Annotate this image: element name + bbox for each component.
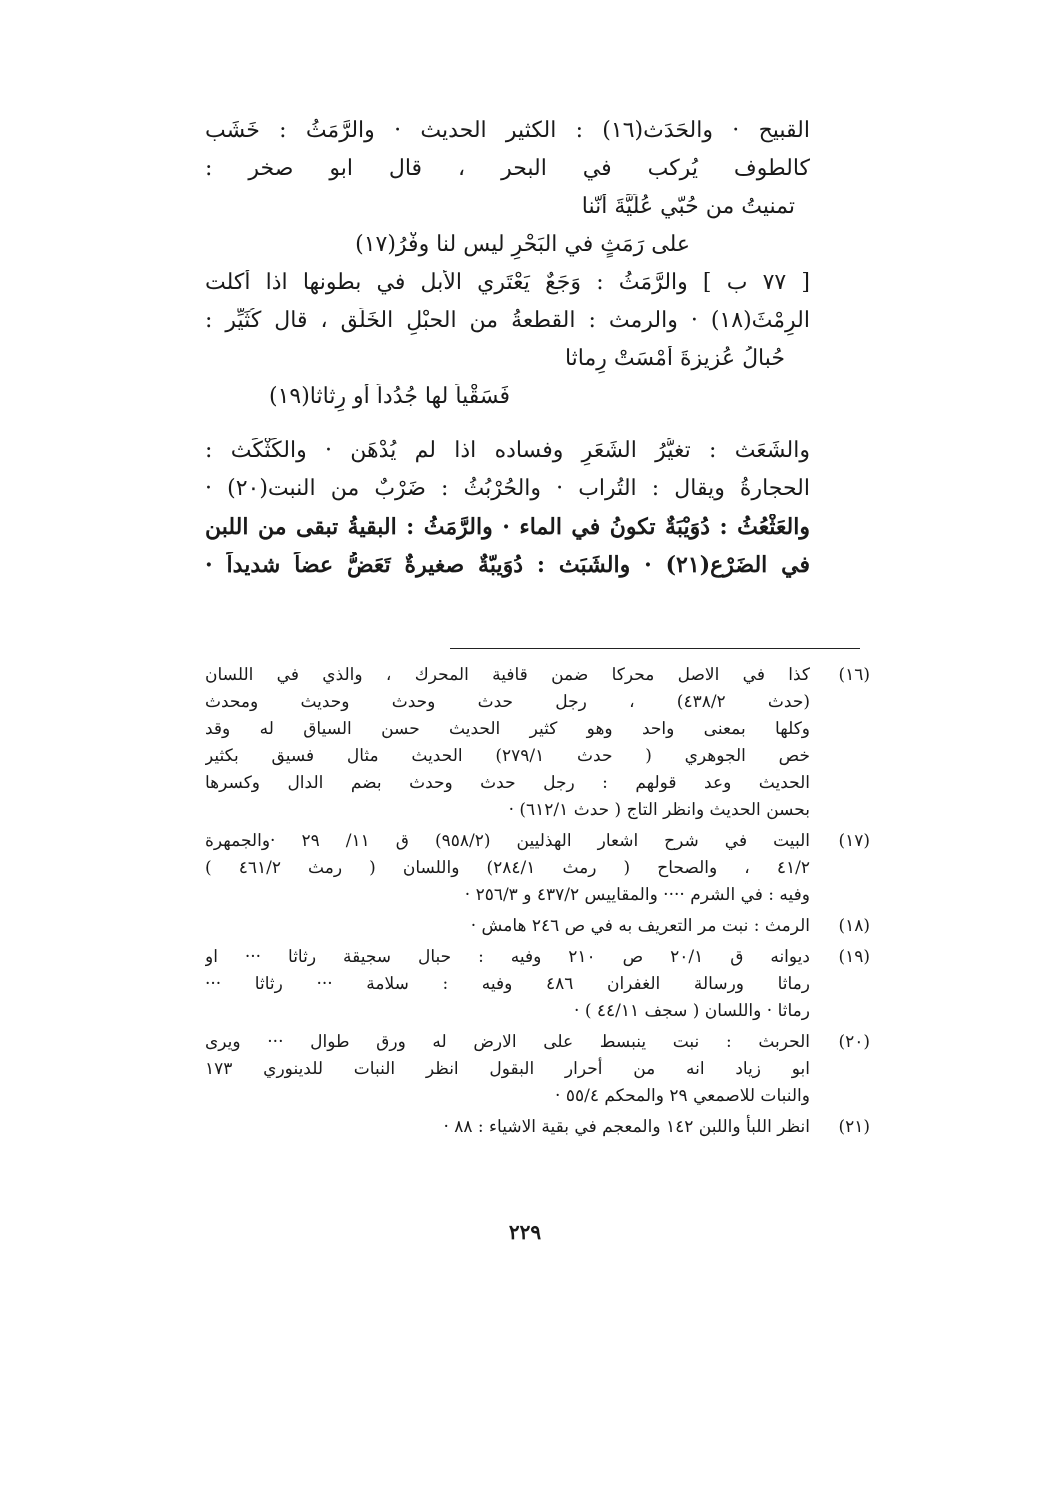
footnote-line: وكلها بمعنى واحد وهو كثير الحديث حسن السياق له وقد bbox=[205, 719, 810, 739]
footnote bbox=[205, 913, 870, 940]
footnote-line: ديوانه ق ٢٠/١ ص ٢١٠ وفيه : حبال سجيقة رثاثا ··· او bbox=[205, 947, 810, 967]
footnote bbox=[205, 1029, 870, 1110]
footnote-line: الحديث وعد قولهم : رجل حدث وحدث بضم الدال وكسرها bbox=[205, 773, 810, 793]
verse-line: على رَمَثٍ في البَحْرِ ليس لنا وفْرُ(١٧) bbox=[355, 232, 690, 257]
verse-line: فَسَقْياً لها جُدُداً أو رِثاثا(١٩) bbox=[268, 384, 510, 409]
footnote-divider bbox=[450, 648, 860, 649]
footnote bbox=[205, 944, 870, 1025]
footnote-line: الرمث : نبت مر التعريف به في ص ٢٤٦ هامش · bbox=[470, 916, 810, 936]
footnotes bbox=[205, 662, 870, 1145]
footnote-line: رماثا · واللسان ( سجف ٤٤/١١ ) · bbox=[574, 1001, 810, 1021]
footnote-number: (١٧) bbox=[838, 831, 870, 851]
footnote-line: ٤١/٢ ، والصحاح ( رمث ٢٨٤/١) واللسان ( رمث ٤٦١/٢ ) bbox=[205, 858, 810, 878]
footnote-number: (٢١) bbox=[838, 1117, 870, 1137]
text-line: والعَثْعُثُ : دُوَيْبَةٌ تكونُ في الماء · والرَّمَثُ : البقيةُ تبقى من اللبن bbox=[205, 514, 810, 540]
footnote-line: كذا في الاصل محركا ضمن قافية المحرك ، والذي في اللسان bbox=[205, 665, 810, 685]
footnote-line: خص الجوهري ( حدث ٢٧٩/١) الحديث مثال فسيق بكثير bbox=[205, 746, 810, 766]
text-line: الحجارةُ ويقال : التُراب · والحُرْبُثُ : ضَرْبٌ من النبت(٢٠) · bbox=[205, 476, 810, 501]
verse-line: حُبالُ عُزيزةَ أمْسَتْ رِماثا bbox=[564, 346, 785, 371]
footnote-line: انظر اللبأ واللبن ١٤٢ والمعجم في بقية الاشياء : ٨٨ · bbox=[443, 1117, 810, 1137]
footnote-line: والنبات للاصمعي ٢٩ والمحكم ٥٥/٤ · bbox=[555, 1086, 810, 1106]
text-line: القبيح · والحَدَث(١٦) : الكثير الحديث · والرَّمَثُ : خَشَب bbox=[205, 118, 810, 143]
footnote-line: بحسن الحديث وانظر التاج ( حدث ٦١٢/١) · bbox=[508, 800, 810, 820]
text-line: كالطوف يُركب في البحر ، قال ابو صخر : bbox=[205, 156, 810, 181]
footnote-number: (١٨) bbox=[838, 916, 870, 936]
main-text bbox=[205, 118, 810, 590]
footnote-line: الحربث : نبت ينبسط على الارض له ورق طوال ··· ويرى bbox=[205, 1032, 810, 1052]
text-line: والشَعَث : تغيُّرُ الشَعَرِ وفساده اذا لم يُدْهَن · والكَثْكَث : bbox=[205, 438, 810, 463]
footnote-line: وفيه : في الشرم ···· والمقاييس ٤٣٧/٢ و ٢٥٦/٣ · bbox=[464, 885, 810, 905]
footnote bbox=[205, 828, 870, 909]
footnote-line: (حدث ٤٣٨/٢) ، رجل حدث وحدث وحديث ومحدث bbox=[205, 692, 810, 712]
footnote-number: (١٦) bbox=[838, 665, 870, 685]
footnote bbox=[205, 1114, 870, 1141]
footnote-number: (٢٠) bbox=[838, 1032, 870, 1052]
text-line: في الضَرْع(٢١) · والشَبَث : دُوَيبّةٌ صغيرةٌ تَعَضُّ عضاً شديداً · bbox=[205, 552, 810, 578]
footnote-line: ابو زياد انه من أحرار البقول انظر النبات للدينوري ١٧٣ bbox=[205, 1059, 810, 1079]
footnote-number: (١٩) bbox=[838, 947, 870, 967]
footnote-line: البيت في شرح اشعار الهذليين (٩٥٨/٢) ق ١١/ ٢٩ ·والجمهرة bbox=[205, 831, 810, 851]
text-line: الرِمْثَ(١٨) · والرمث : القطعةُ من الحبْلِ الخَلَق ، قال كُثَيِّر : bbox=[205, 308, 810, 333]
verse-line: تمنيتُ من حُبّي عُلَيَّةَ أنّنا bbox=[581, 194, 795, 219]
page-number: ٢٢٩ bbox=[508, 1220, 542, 1244]
footnote bbox=[205, 662, 870, 824]
footnote-line: رماثا ورسالة الغفران ٤٨٦ وفيه : سلامة ··· رثاثا ··· bbox=[205, 974, 810, 994]
text-line: [ ٧٧ ب ] والرَّمَثُ : وَجَعٌ يَعْتَري الأبل في بطونها اذا أكلت bbox=[205, 270, 810, 295]
